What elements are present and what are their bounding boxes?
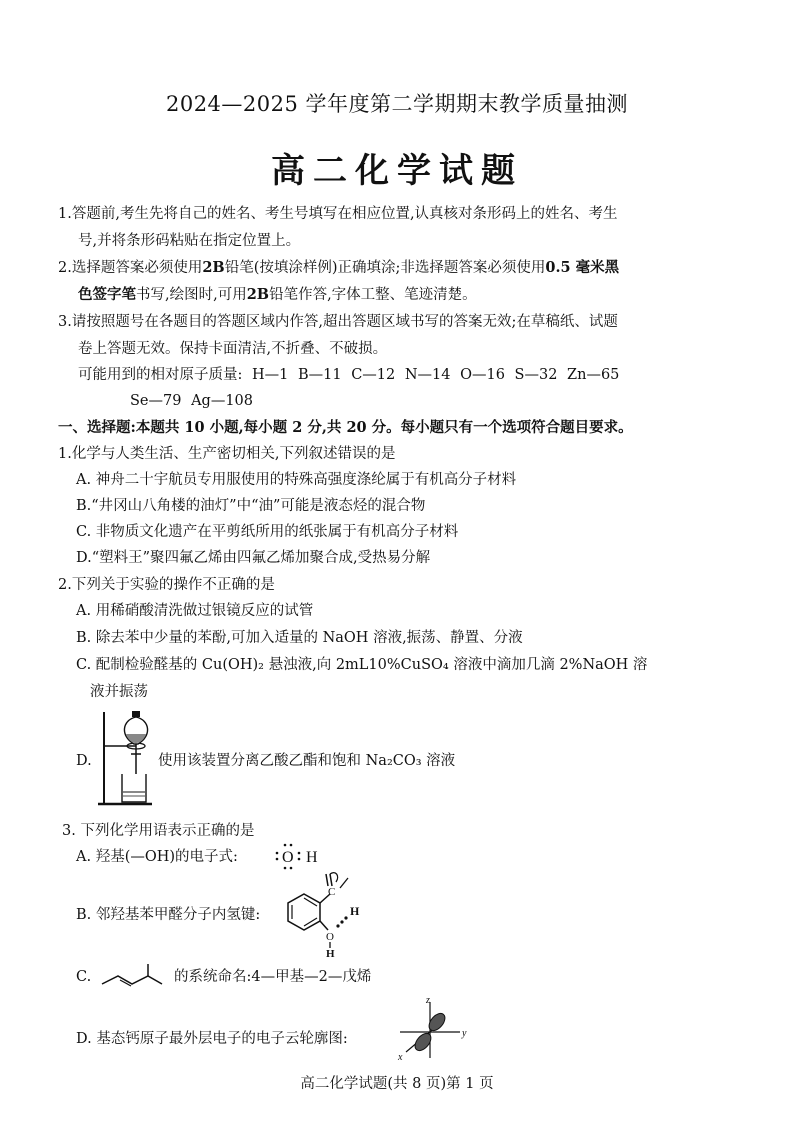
hydrogen-label-1: H xyxy=(350,904,360,918)
q1-stem: 1.化学与人类生活、生产密切相关,下列叙述错误的是 xyxy=(58,446,396,462)
instruction-2a xyxy=(58,257,619,279)
q1-option-c: C. 非物质文化遗产在平剪纸所用的纸张属于有机高分子材料 xyxy=(76,524,459,540)
q2-option-c-line2: 液并振荡 xyxy=(90,684,148,700)
carbon-label: C xyxy=(328,886,336,898)
x-axis-label: x xyxy=(398,1052,403,1063)
q2-option-d-label: D. xyxy=(76,753,92,769)
atomic-masses-line1: 可能用到的相对原子质量: H—1 B—11 C—12 N—14 O—16 S—32 Zn—65 xyxy=(78,367,620,383)
exam-subtitle: 2024—2025 学年度第二学期期末教学质量抽测 xyxy=(165,92,629,116)
y-axis-label: y xyxy=(462,1028,467,1039)
o-hydroxybenzaldehyde-structure xyxy=(284,868,368,958)
instruction-2a-mid: 铅笔(按填涂样例)正确填涂;非选择题答案必须使用 xyxy=(224,260,546,276)
instruction-2b-bold2: 2B xyxy=(246,286,270,303)
instruction-1b: 号,并将条形码粘贴在指定位置上。 xyxy=(78,233,301,249)
q3-stem: 3. 下列化学用语表示正确的是 xyxy=(62,823,255,839)
instruction-1a: 1.答题前,考生先将自己的姓名、考生号填写在相应位置,认真核对条形码上的姓名、考生 xyxy=(58,206,618,222)
q2-option-b: B. 除去苯中少量的苯酚,可加入适量的 NaOH 溶液,振荡、静置、分液 xyxy=(76,630,523,646)
q2-stem: 2.下列关于实验的操作不正确的是 xyxy=(58,577,275,593)
instruction-3a: 3.请按照题号在各题目的答题区域内作答,超出答题区域书写的答案无效;在草稿纸、试题 xyxy=(58,314,618,330)
q3-option-d: D. 基态钙原子最外层电子的电子云轮廓图: xyxy=(76,1031,348,1047)
4-methyl-2-pentene-skeletal xyxy=(100,962,170,990)
hydroxyl-electron-formula xyxy=(270,840,322,870)
separatory-funnel-apparatus xyxy=(96,708,154,808)
page-title: 高二化学试题 xyxy=(271,151,523,191)
q2-option-d-text: 使用该装置分离乙酸乙酯和饱和 Na₂CO₃ 溶液 xyxy=(158,753,456,769)
instruction-2b-end: 铅笔作答,字体工整、笔迹清楚。 xyxy=(269,287,477,303)
q2-option-a: A. 用稀硝酸清洗做过银镜反应的试管 xyxy=(76,603,314,619)
q3-option-c-text: 的系统命名:4—甲基—2—戊烯 xyxy=(174,969,372,985)
instruction-2a-bold1: 2B xyxy=(202,259,225,276)
instruction-2a-pre: 2.选择题答案必须使用 xyxy=(58,260,203,276)
instruction-2b-bold: 色签字笔 xyxy=(78,286,136,303)
instruction-2a-bold2: 0.5 毫米黑 xyxy=(545,259,620,276)
q3-option-b: B. 邻羟基苯甲醛分子内氢键: xyxy=(76,907,261,923)
page-footer: 高二化学试题(共 8 页)第 1 页 xyxy=(300,1076,494,1092)
p-orbital-contour-diagram xyxy=(394,996,474,1064)
instruction-3b: 卷上答题无效。保持卡面清洁,不折叠、不破损。 xyxy=(78,341,388,357)
q3-option-a: A. 羟基(—OH)的电子式: xyxy=(76,849,238,865)
q1-option-b: B.“井冈山八角楼的油灯”中“油”可能是液态烃的混合物 xyxy=(76,498,426,514)
q1-option-a: A. 神舟二十宇航员专用服使用的特殊高强度涤纶属于有机高分子材料 xyxy=(76,472,517,488)
hydrogen-symbol: H xyxy=(306,849,318,866)
q2-option-c-line1: C. 配制检验醛基的 Cu(OH)₂ 悬浊液,向 2mL10%CuSO₄ 溶液中滴加几滴 2%NaOH 溶 xyxy=(76,657,648,673)
hydrogen-label-2: H xyxy=(326,948,335,958)
atomic-masses-line2: Se—79 Ag—108 xyxy=(130,393,254,409)
oxygen-symbol: O xyxy=(282,849,294,866)
z-axis-label: z xyxy=(426,996,430,1006)
section-heading: 一、选择题:本题共 10 小题,每小题 2 分,共 20 分。每小题只有一个选项符合题目要求。 xyxy=(58,419,633,436)
q1-option-d: D.“塑料王”聚四氟乙烯由四氟乙烯加聚合成,受热易分解 xyxy=(76,550,431,566)
oxygen-label: O xyxy=(326,931,334,943)
instruction-2b-mid: 书写,绘图时,可用 xyxy=(136,287,247,303)
q3-option-c-label: C. xyxy=(76,969,92,985)
instruction-2b xyxy=(78,284,477,306)
